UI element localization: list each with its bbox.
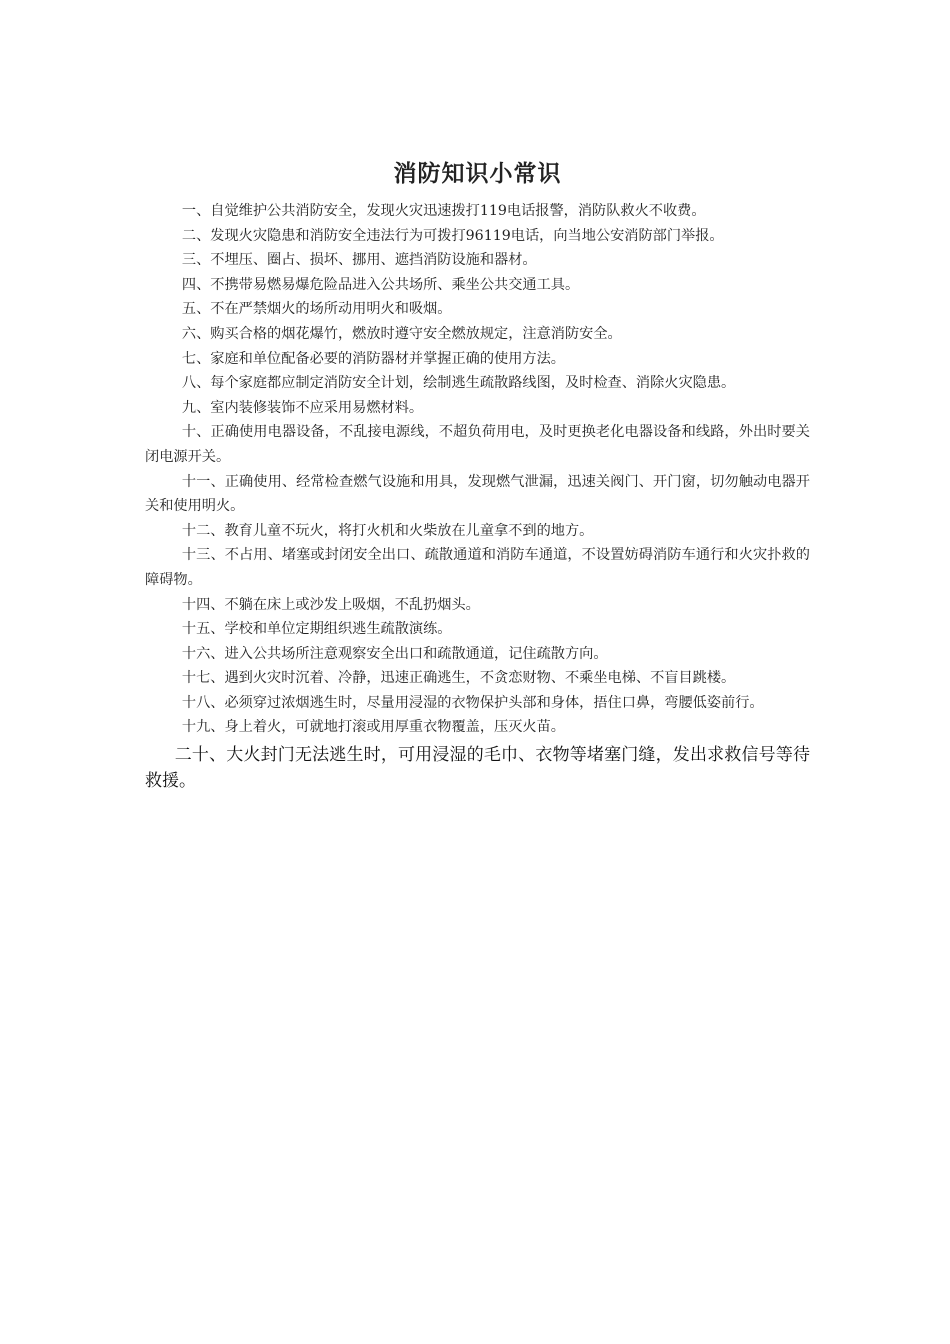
list-item-final: 二十、大火封门无法逃生时，可用浸湿的毛巾、衣物等堵塞门缝，发出求救信号等待救援。 — [145, 745, 810, 792]
list-item: 十六、进入公共场所注意观察安全出口和疏散通道，记住疏散方向。 — [181, 645, 608, 662]
list-item: 二、发现火灾隐患和消防安全违法行为可拨打96119电话，向当地公安消防部门举报。 — [181, 227, 724, 244]
list-item: 十九、身上着火，可就地打滚或用厚重衣物覆盖，压灭火苗。 — [181, 719, 565, 736]
document-title: 消防知识小常识 — [393, 161, 562, 187]
list-item: 十八、必须穿过浓烟逃生时，尽量用浸湿的衣物保护头部和身体，捂住口鼻，弯腰低姿前行。 — [181, 694, 764, 711]
list-item: 八、每个家庭都应制定消防安全计划，绘制逃生疏散路线图，及时检查、消除火灾隐患。 — [181, 375, 736, 392]
list-item: 十四、不躺在床上或沙发上吸烟，不乱扔烟头。 — [181, 596, 480, 613]
list-item: 六、购买合格的烟花爆竹，燃放时遵守安全燃放规定，注意消防安全。 — [181, 325, 622, 342]
list-item: 一、自觉维护公共消防安全，发现火灾迅速拨打119电话报警，消防队救火不收费。 — [181, 203, 706, 219]
list-item: 十五、学校和单位定期组织逃生疏散演练。 — [181, 621, 452, 638]
list-item: 十二、教育儿童不玩火，将打火机和火柴放在儿童拿不到的地方。 — [181, 522, 594, 539]
list-item: 十、正确使用电器设备，不乱接电源线，不超负荷用电，及时更换老化电器设备和线路，外出时要关闭电源开关。 — [145, 424, 810, 465]
list-item: 十七、遇到火灾时沉着、冷静，迅速正确逃生，不贪恋财物、不乘坐电梯、不盲目跳楼。 — [181, 670, 736, 687]
list-item: 四、不携带易燃易爆危险品进入公共场所、乘坐公共交通工具。 — [181, 276, 580, 293]
list-item: 十一、正确使用、经常检查燃气设施和用具，发现燃气泄漏，迅速关阀门、开门窗，切勿触动电器开关和使用明火。 — [145, 473, 810, 515]
list-item: 五、不在严禁烟火的场所动用明火和吸烟。 — [181, 301, 452, 318]
safety-tips-list — [145, 199, 810, 794]
list-item: 十三、不占用、堵塞或封闭安全出口、疏散通道和消防车通道，不设置妨碍消防车通行和火灾扑救的障碍物。 — [145, 547, 810, 588]
list-item: 三、不埋压、圈占、损坏、挪用、遮挡消防设施和器材。 — [181, 252, 537, 269]
list-item: 九、室内装修装饰不应采用易燃材料。 — [181, 399, 424, 416]
document-page — [145, 155, 810, 794]
list-item: 七、家庭和单位配备必要的消防器材并掌握正确的使用方法。 — [181, 350, 565, 367]
